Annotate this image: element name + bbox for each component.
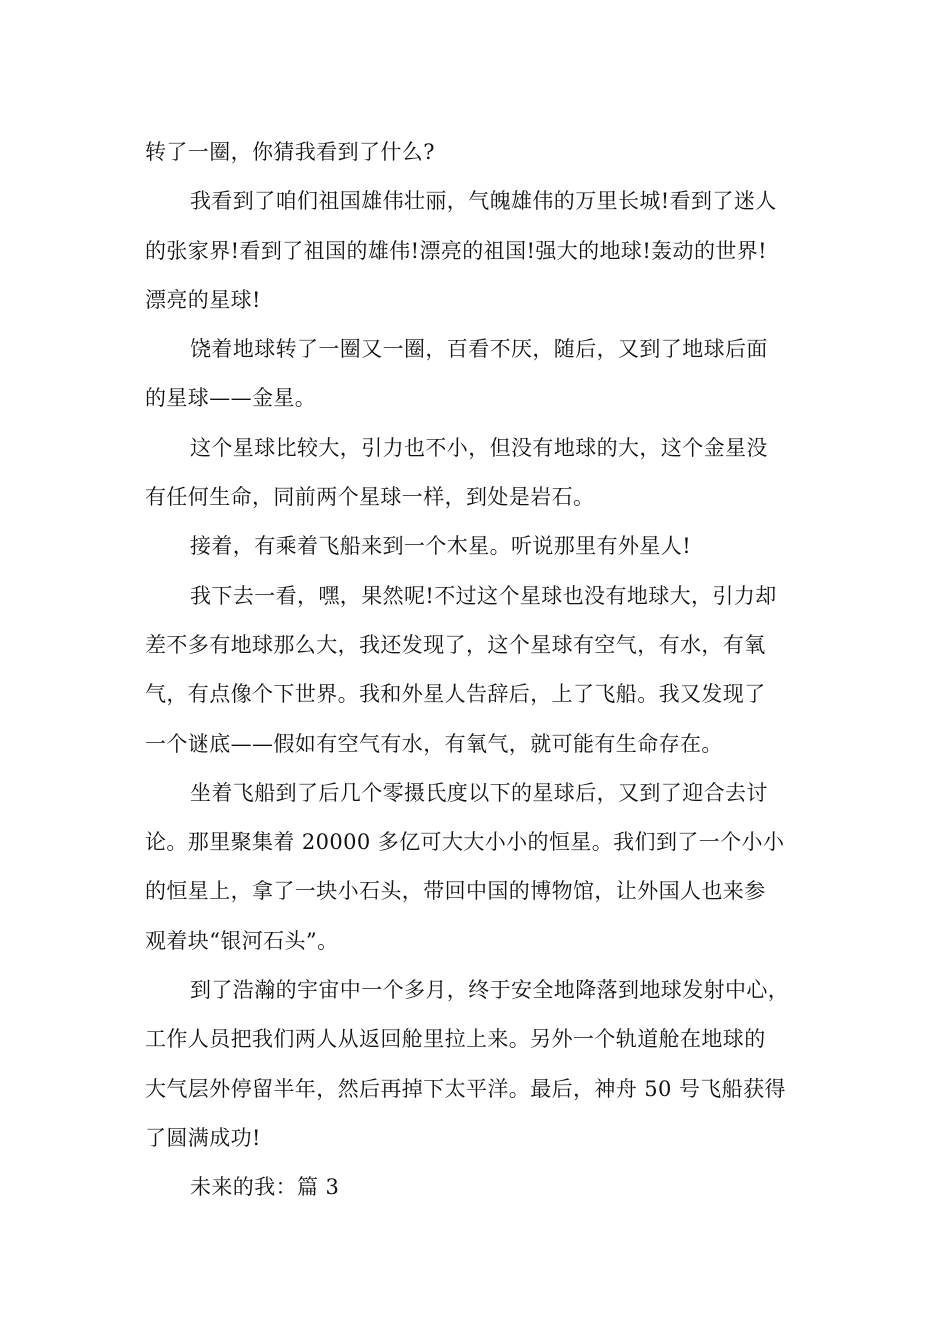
text-line: 工作人员把我们两人从返回舱里拉上来。另外一个轨道舱在地球的 xyxy=(145,1027,766,1052)
text-line: 大气层外停留半年，然后再掉下太平洋。最后，神舟 50 号飞船获得 xyxy=(145,1076,786,1101)
text-line: 气，有点像个下世界。我和外星人告辞后，上了飞船。我又发现了 xyxy=(145,682,766,707)
text-line: 漂亮的星球! xyxy=(145,287,261,312)
text-line: 的星球——金星。 xyxy=(145,386,317,411)
text-line: 了圆满成功! xyxy=(145,1125,261,1150)
text-line: 转了一圈，你猜我看到了什么? xyxy=(145,140,435,164)
text-line: 这个星球比较大，引力也不小，但没有地球的大，这个金星没 xyxy=(190,435,768,460)
text-line: 的恒星上，拿了一块小石头，带回中国的博物馆，让外国人也来参 xyxy=(145,879,766,904)
text-line: 坐着飞船到了后几个零摄氏度以下的星球后，又到了迎合去讨 xyxy=(190,780,768,805)
text-line: 一个谜底——假如有空气有水，有氧气，就可能有生命存在。 xyxy=(145,731,723,756)
text-line: 论。那里聚集着 20000 多亿可大大小小的恒星。我们到了一个小小 xyxy=(145,830,785,855)
text-line: 到了浩瀚的宇宙中一个多月，终于安全地降落到地球发射中心， xyxy=(190,978,790,1003)
text-line: 差不多有地球那么大，我还发现了，这个星球有空气，有水，有氧 xyxy=(145,632,766,657)
text-line: 未来的我：篇 3 xyxy=(190,1175,340,1200)
text-line: 饶着地球转了一圈又一圈，百看不厌，随后，又到了地球后面 xyxy=(190,337,768,362)
document-page xyxy=(145,128,810,1213)
text-line: 观着块“银河石头”。 xyxy=(145,928,339,953)
text-line: 我下去一看，嘿，果然呢!不过这个星球也没有地球大，引力却 xyxy=(190,583,777,608)
text-line: 有任何生命，同前两个星球一样，到处是岩石。 xyxy=(145,485,595,510)
text-line: 的张家界!看到了祖国的雄伟!漂亮的祖国!强大的地球!轰动的世界! xyxy=(145,238,767,263)
text-line: 我看到了咱们祖国雄伟壮丽，气魄雄伟的万里长城!看到了迷人 xyxy=(190,189,777,214)
text-line: 接着，有乘着飞船来到一个木星。听说那里有外星人! xyxy=(190,534,692,559)
